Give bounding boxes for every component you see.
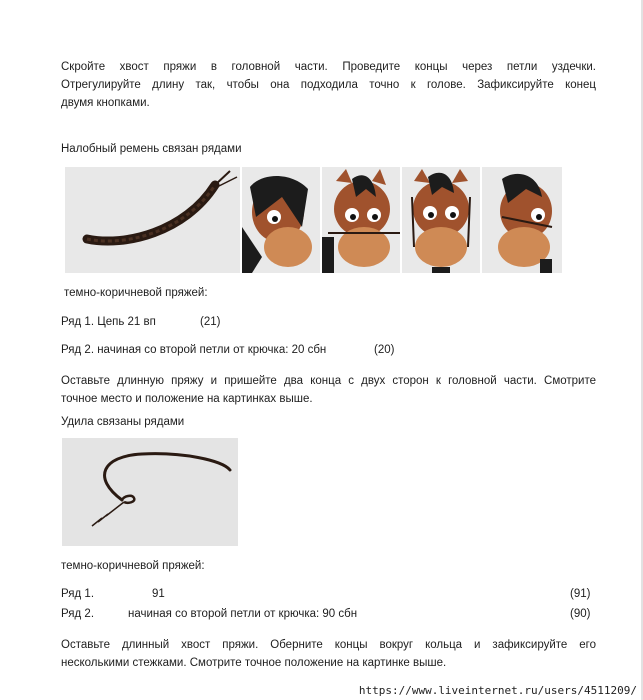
horse-head-image [322,167,400,273]
reins-row-1-value: 91 [152,588,165,600]
horse-head-image [482,167,562,273]
intro-line: двумя кнопками. [61,97,150,109]
reins-yarn: темно-коричневой пряжей: [61,560,205,572]
halter-note-line: Оставьте длинную пряжу и пришейте два конца с двух сторон к головной части. Смотрите [61,375,596,387]
photo-horse-head-1 [242,167,320,273]
intro-paragraph [61,58,596,112]
reins-note [61,636,596,672]
horse-head-image [402,167,480,273]
photo-horse-head-4 [482,167,562,273]
halter-heading: Налобный ремень связан рядами [61,143,242,155]
halter-yarn: темно-коричневой пряжей: [64,287,208,299]
intro-line: Отрегулируйте длину так, чтобы она подходила точно к голове. Зафиксируйте конец [61,79,596,91]
reins-row-2-label: Ряд 2. [61,608,95,620]
reins-image [62,438,238,546]
reins-note-line: несколькими стежками. Смотрите точное положение на картинке выше. [61,657,447,669]
halter-row-1-count: (21) [200,316,221,328]
halter-note-line: точное место и положение на картинках выше. [61,393,313,405]
reins-heading: Удила связаны рядами [61,416,185,428]
halter-row-2-label: Ряд 2. начиная со второй петли от крючка: 20 сбн [61,344,327,356]
watermark-url: https://www.liveinternet.ru/users/4511209/ [358,684,637,697]
braided-strap-image [65,167,240,273]
reins-note-line: Оставьте длинный хвост пряжи. Оберните концы вокруг кольца и зафиксируйте его [61,639,596,651]
photo-reins [62,438,238,546]
intro-line: Скройте хвост пряжи в головной части. Проведите концы через петли уздечки. [61,61,596,73]
reins-row-1-label: Ряд 1. [61,588,95,600]
reins-row-2-value: начиная со второй петли от крючка: 90 сбн [128,608,358,620]
halter-row-2-count: (20) [374,344,395,356]
photo-horse-head-2 [322,167,400,273]
photo-horse-head-3 [402,167,480,273]
photo-braided-strap [65,167,240,273]
reins-row-2-count: (90) [570,608,591,620]
halter-note [61,372,596,408]
reins-row-1-count: (91) [570,588,591,600]
halter-row-1-label: Ряд 1. Цепь 21 вп [61,316,156,328]
horse-head-image [242,167,320,273]
